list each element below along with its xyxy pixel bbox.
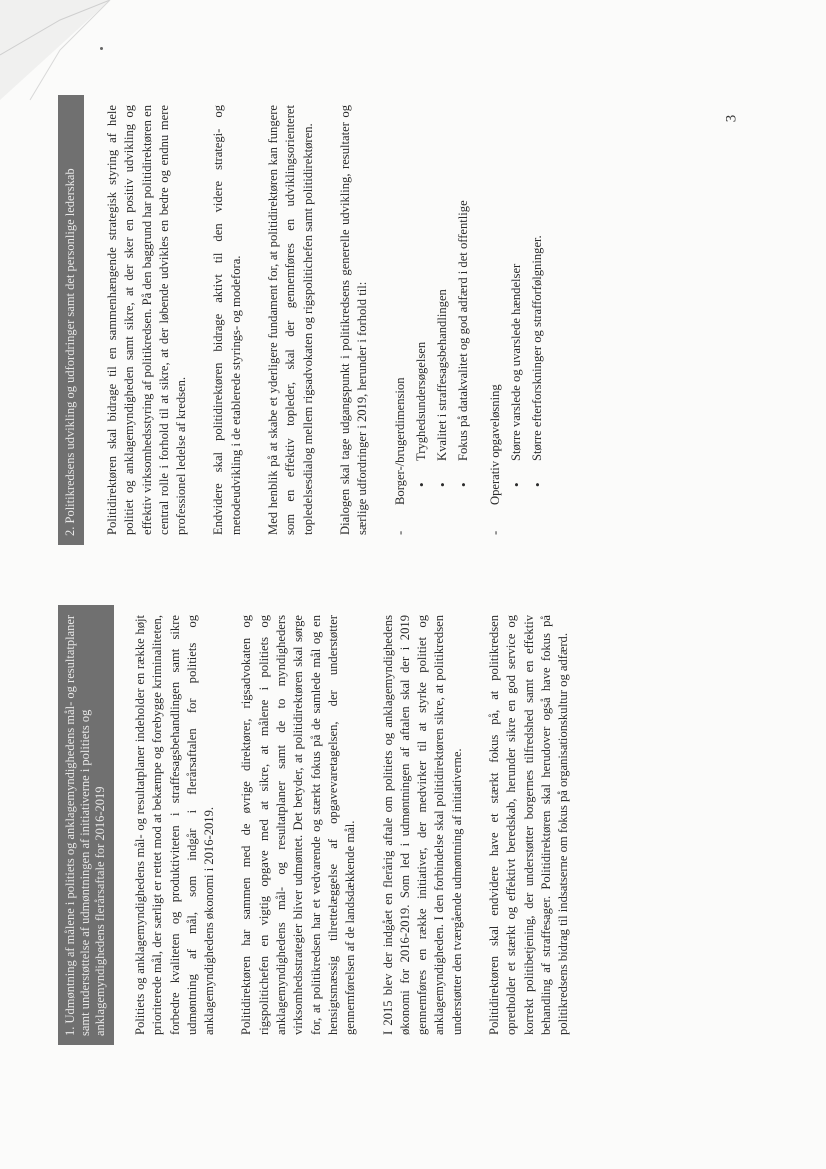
sub-list-item: • Større efterforskninger og strafforfølgninger. xyxy=(529,95,546,487)
paragraph: Politidirektøren skal endvidere have et stærkt fokus på, at politikredsen opretholder et stærkt og effektivt beredskab, herunder sikre en god service og korrekt politibetjening, der understøtter borgernes tilfredshed samt en effektiv behandling af straffesager. Politidirektøren skal herudover også have fokus på politikredsens bidrag til indsatserne om fokus på organisationskultur og adfærd. xyxy=(487,615,571,1035)
right-column xyxy=(58,95,565,545)
sub-list xyxy=(413,95,473,505)
list-item-label: Borger-/brugerdimension xyxy=(392,377,407,505)
list-item xyxy=(392,95,473,535)
paragraph: Endvidere skal politidirektøren bidrage aktivt til den videre strategi- og metodeudvikling i de etablerede styrings- og modefora. xyxy=(211,105,243,535)
dimension-list xyxy=(392,95,547,545)
section-1-body xyxy=(132,605,573,1045)
sub-list xyxy=(508,95,547,505)
paragraph: Dialogen skal tage udgangspunkt i politikredsens generelle udvikling, resultater og særlige udfordringer i 2019, herunder i forhold til: xyxy=(337,105,370,535)
page-number: 3 xyxy=(723,114,740,123)
sub-list-item: • Større varslede og uvarslede hændelser xyxy=(508,95,525,487)
sub-list-item: • Fokus på datakvalitet og god adfærd i det offentlige xyxy=(455,95,472,487)
section-1-heading: 1. Udmøntning af målene i politiets og anklagemyndighedens mål- og resultatplaner samt understøttelse af udmøntningen af initiativerne i politiets og anklagemyndighedens flerårsaftale for 2016-2019 xyxy=(58,605,114,1045)
rotated-page-content xyxy=(58,90,658,1045)
paragraph: Politidirektøren har sammen med de øvrige direktører, rigsadvokaten og rigspolitichefen en vigtig opgave med at sikre, at målene i politiets og anklagemyndighedens mål- og resultatplaner samt de to myndigheders virksomhedsstrategier bliver udmøntet. Det betyder, at politidirektøren skal sørge for, at politikredsen har et vedvarende og stærkt fokus på de samlede mål og en hensigtsmæssig tilrettelæggelse af opgavevaretagelsen, der understøtter gennemførelsen af de landsdækkende mål. xyxy=(239,615,358,1035)
list-item xyxy=(487,95,547,535)
section-2-heading: 2. Politikredsens udvikling og udfordringer samt det personlige lederskab xyxy=(58,95,84,545)
paragraph: I 2015 blev der indgået en flerårig aftale om politiets og anklagemyndighedens økonomi for 2016-2019. Som led i udmøntningen af aftalen skal der i 2019 gennemføres en række initiativer, der medvirker til at styrke politiet og anklagemyndigheden. I den forbindelse skal politidirektøren sikre, at politikredsen understøtter den tværgående udmøntning af initiativerne. xyxy=(380,615,464,1035)
sub-list-item: • Tryghedsundersøgelsen xyxy=(413,95,430,487)
left-column xyxy=(58,605,593,1045)
sub-list-item: • Kvalitet i straffesagsbehandlingen xyxy=(434,95,451,487)
section-2-body xyxy=(104,95,547,545)
list-item-label: Operativ opgaveløsning xyxy=(487,384,502,505)
speck xyxy=(100,47,103,50)
paragraph: Politiets og anklagemyndighedens mål- og resultatplaner indeholder en række højt prioriterede mål, der særligt er rettet mod at bekæmpe og forebygge kriminaliteten, forbedre kvaliteten og produktiviteten i straffesagsbehandlingen samt sikre udmøntning af mål, som indgår i flerårsaftalen for politiets og anklagemyndighedens økonomi i 2016-2019. xyxy=(133,615,217,1035)
paragraph: Politidirektøren skal bidrage til en sammenhængende strategisk styring af hele politiet og anklagemyndigheden samt sikre, at der sker en positiv udvikling og effektiv virksomhedsstyring af politikredsen. På den baggrund har politidirektøren en central rolle i forhold til at sikre, at der løbende udvikles en bedre og endnu mere professionel ledelse af kredsen. xyxy=(105,105,189,535)
paragraph: Med henblik på at skabe et yderligere fundament for, at politidirektøren kan fungere som en effektiv topleder, skal der gennemføres en udviklingsorienteret topledelsesdialog mellem rigsadvokaten og rigspolitichefen samt politidirektøren. xyxy=(266,105,315,535)
